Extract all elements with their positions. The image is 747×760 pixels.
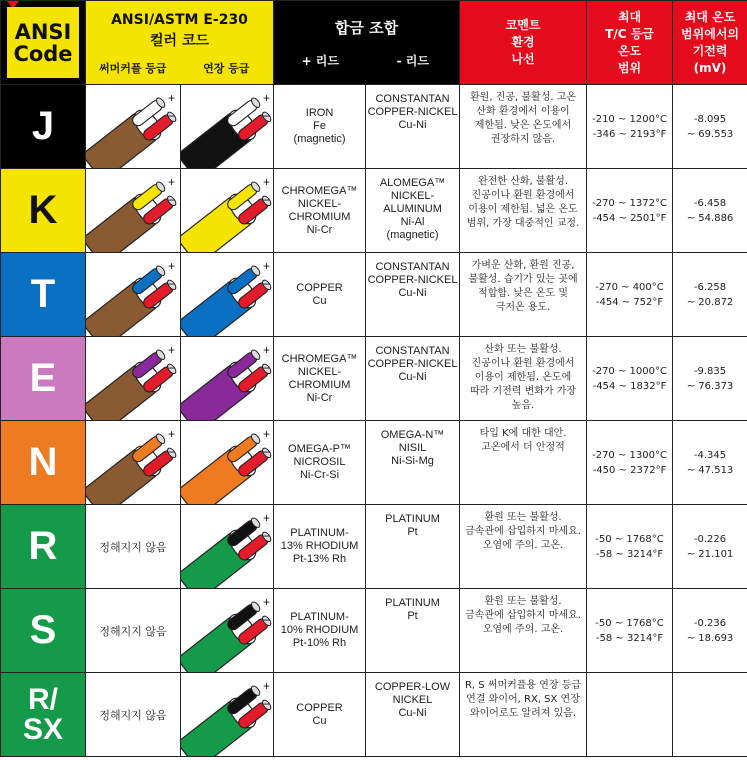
text-line: 환원 또는 불활성.: [484, 596, 562, 607]
ansi-code: T: [30, 272, 56, 316]
text-line: CHROMEGA™: [281, 352, 358, 365]
header-color-code: [86, 1, 274, 85]
comment-cell: [460, 589, 587, 673]
plus-lead-cell: [274, 421, 366, 505]
text-line: Ni-Al: [400, 216, 425, 228]
text-line: NICKEL-ALUMINUM: [383, 190, 442, 215]
minus-mark: −: [263, 696, 271, 711]
header-comment-line: 코멘트: [505, 18, 541, 32]
plus-lead-cell: [274, 673, 366, 757]
text-line: 적합함. 낮은 온도 및: [478, 288, 569, 299]
header-plus-lead: + 리드: [301, 53, 339, 68]
range-cell: [587, 505, 673, 589]
text-line: -6.258: [693, 281, 727, 293]
minus-mark: −: [263, 528, 271, 543]
text-line: 고온에서 더 안정적: [481, 442, 565, 453]
text-line: 높음.: [511, 400, 535, 411]
plus-lead-cell: [274, 589, 366, 673]
range-cell: [587, 421, 673, 505]
text-line: Ni-Cr-Si: [299, 469, 340, 481]
emf-cell: [673, 421, 747, 505]
text-line: 오염에 주의. 고온.: [482, 540, 564, 551]
text-line: 극저온 용도.: [495, 302, 551, 313]
text-line: COPPER-LOW: [374, 681, 451, 693]
minus-mark: −: [168, 108, 176, 123]
plus-lead-cell: [274, 169, 366, 253]
plus-mark: +: [168, 90, 176, 105]
wire-illustration: [181, 506, 274, 588]
text-line: ~ 69.553: [686, 128, 734, 140]
text-line: PLATINUM-: [290, 527, 349, 539]
header-extension-grade: 연장 등급: [203, 61, 250, 75]
header-comment-line: 환경: [511, 35, 535, 49]
minus-mark: −: [263, 612, 271, 627]
text-line: -9.835: [693, 365, 727, 377]
minus-mark: −: [168, 192, 176, 207]
comment-cell: [460, 673, 587, 757]
text-line: Pt-10% Rh: [292, 637, 347, 649]
text-line: -454 ~ 752°F: [595, 296, 664, 308]
text-line: OMEGA-P™: [288, 443, 351, 455]
text-line: 환원, 진공, 불활성. 고온: [470, 92, 577, 103]
minus-mark: −: [263, 360, 271, 375]
wire-illustration: [86, 422, 181, 504]
text-line: 와이어로도 알려져 있음.: [469, 708, 577, 719]
header-emf-line: 범위에서의: [681, 26, 740, 41]
text-line: 산화 또는 불활성.: [484, 344, 562, 355]
header-alloy: [274, 1, 460, 85]
extension-grade-cell: [181, 85, 274, 169]
wire-illustration: [181, 422, 274, 504]
header-code-line1: ANSI: [14, 19, 72, 44]
minus-lead-cell: [366, 253, 460, 337]
text-line: 타입 K에 대한 대안.: [479, 428, 567, 439]
ansi-code: J: [31, 104, 55, 148]
header-range-line: 범위: [617, 60, 642, 75]
comment-cell: [460, 421, 587, 505]
thermocouple-grade-cell: [86, 673, 181, 757]
text-line: R, S 써머커플용 연장 등급: [464, 680, 582, 691]
header-row: [1, 1, 747, 85]
emf-cell: [673, 337, 747, 421]
text-line: Cu-Ni: [398, 707, 427, 719]
text-line: ~ 76.373: [686, 380, 734, 392]
ansi-code-cell: [1, 169, 86, 253]
text-line: (magnetic): [293, 133, 346, 145]
emf-cell: [673, 169, 747, 253]
minus-lead-cell: [366, 85, 460, 169]
thermocouple-grade-cell: [86, 421, 181, 505]
minus-lead-cell: [366, 169, 460, 253]
text-line: -346 ~ 2193°F: [592, 128, 667, 140]
text-line: -50 ~ 1768°C: [595, 617, 664, 629]
minus-lead-cell: [366, 589, 460, 673]
wire-illustration: [181, 674, 274, 756]
emf-cell: [673, 589, 747, 673]
plus-mark: +: [263, 90, 271, 105]
extension-grade-cell: [181, 253, 274, 337]
text-line: NISIL: [398, 442, 427, 454]
extension-grade-cell: [181, 589, 274, 673]
ansi-code: R: [28, 524, 58, 568]
text-line: -454 ~ 2501°F: [592, 212, 667, 224]
text-line: Pt: [407, 610, 418, 622]
thermocouple-grade-cell: [86, 337, 181, 421]
text-line: Cu-Ni: [398, 371, 427, 383]
ansi-code-cell: [1, 337, 86, 421]
text-line: 산화 환경에서 이용이: [476, 106, 570, 117]
text-line: -270 ~ 1372°C: [592, 197, 667, 209]
ansi-code-line: SX: [22, 712, 64, 746]
text-line: 가벼운 산화, 환원 진공,: [471, 260, 575, 271]
text-line: ALOMEGA™: [379, 177, 446, 189]
text-line: CONSTANTAN: [375, 93, 450, 105]
text-line: Ni-Cr: [306, 223, 333, 236]
header-range-line: 최대: [617, 9, 642, 24]
plus-lead-cell: [274, 85, 366, 169]
ansi-code: N: [28, 440, 58, 484]
text-line: 이용이 제한됨. 온도에: [474, 372, 572, 383]
text-line: 진공이나 환원 환경에서: [471, 190, 575, 201]
minus-mark: −: [263, 276, 271, 291]
minus-mark: −: [263, 192, 271, 207]
header-code-line2: Code: [13, 41, 73, 66]
text-line: -58 ~ 3214°F: [595, 548, 664, 560]
text-line: -50 ~ 1768°C: [595, 533, 664, 545]
table-row: [1, 421, 747, 505]
text-line: 따라 기전력 변화가 가장: [469, 386, 577, 397]
comment-cell: [460, 337, 587, 421]
wire-illustration: [181, 170, 274, 252]
text-line: COPPER-NICKEL: [367, 274, 458, 286]
range-cell: [587, 253, 673, 337]
text-line: -454 ~ 1832°F: [592, 380, 667, 392]
text-line: Cu: [312, 714, 327, 727]
plus-mark: +: [263, 174, 271, 189]
emf-cell: [673, 85, 747, 169]
comment-cell: [460, 253, 587, 337]
text-line: 이용이 제한됨. 넓은 온도: [468, 204, 578, 215]
extension-grade-cell: [181, 169, 274, 253]
header-emf: [673, 1, 747, 85]
minus-lead-cell: [366, 505, 460, 589]
text-line: CHROMEGA™: [281, 184, 358, 197]
text-line: COPPER: [296, 701, 343, 714]
text-line: -6.458: [693, 197, 727, 209]
ansi-code: E: [29, 356, 57, 400]
wire-illustration: [181, 86, 274, 168]
text-line: (magnetic): [386, 229, 439, 241]
header-ansi-code: [1, 1, 86, 85]
text-line: PLATINUM: [385, 597, 440, 609]
text-line: PLATINUM: [385, 513, 440, 525]
comment-cell: [460, 169, 587, 253]
text-line: 범위, 가장 대중적인 교정.: [466, 218, 580, 229]
header-alloy-title: 합금 조합: [334, 18, 399, 37]
text-line: NICKEL-: [297, 197, 342, 210]
minus-lead-cell: [366, 673, 460, 757]
not-defined-label: 정해지지 않음: [99, 540, 167, 554]
text-line: -270 ~ 1000°C: [592, 365, 667, 377]
header-emf-line: 기전력: [692, 43, 728, 58]
header-minus-lead: - 리드: [396, 53, 429, 68]
ansi-code-cell: [1, 505, 86, 589]
text-line: 완전한 산화, 불활성.: [478, 176, 569, 187]
plus-mark: +: [263, 426, 271, 441]
header-emf-line: 최대 온도: [684, 9, 736, 24]
text-line: COPPER-NICKEL: [367, 106, 458, 118]
text-line: -210 ~ 1200°C: [592, 113, 667, 125]
text-line: CHROMIUM: [288, 210, 351, 223]
range-cell: [587, 673, 673, 757]
plus-lead-cell: [274, 253, 366, 337]
table-row: [1, 337, 747, 421]
minus-mark: −: [168, 360, 176, 375]
text-line: 권장하지 않음.: [490, 134, 556, 145]
text-line: Ni-Cr: [306, 391, 333, 404]
text-line: 금속관에 삽입하지 마세요.: [465, 526, 581, 537]
range-cell: [587, 169, 673, 253]
wire-illustration: [181, 338, 274, 420]
ansi-code-cell: [1, 85, 86, 169]
ansi-code: K: [28, 188, 58, 232]
plus-mark: +: [263, 678, 271, 693]
header-range-line: 온도: [617, 43, 642, 58]
ansi-code-cell: [1, 589, 86, 673]
range-cell: [587, 85, 673, 169]
text-line: 13% RHODIUM: [280, 540, 359, 552]
header-color-subtitle: 컬러 코드: [150, 32, 209, 49]
ansi-code: S: [29, 608, 57, 652]
wire-illustration: [86, 254, 181, 336]
text-line: Ni-Si-Mg: [391, 455, 434, 467]
text-line: CHROMIUM: [288, 378, 351, 391]
header-comment: [460, 1, 587, 85]
text-line: -0.236: [693, 617, 727, 629]
extension-grade-cell: [181, 337, 274, 421]
ansi-code-cell: [1, 673, 86, 757]
comment-cell: [460, 505, 587, 589]
thermocouple-grade-cell: [86, 505, 181, 589]
minus-mark: −: [168, 276, 176, 291]
header-range-line: T/C 등급: [605, 26, 654, 41]
extension-grade-cell: [181, 505, 274, 589]
emf-cell: [673, 673, 747, 757]
ansi-code-cell: [1, 421, 86, 505]
plus-mark: +: [263, 342, 271, 357]
header-thermocouple-grade: 써머커플 등급: [98, 61, 167, 75]
range-cell: [587, 337, 673, 421]
text-line: Cu-Ni: [398, 119, 427, 131]
header-color-title: ANSI/ASTM E-230: [111, 11, 248, 28]
text-line: ~ 21.101: [686, 548, 734, 560]
extension-grade-cell: [181, 673, 274, 757]
text-line: Pt: [407, 526, 418, 538]
table-row: [1, 505, 747, 589]
text-line: ~ 54.886: [686, 212, 734, 224]
wire-illustration: [86, 338, 181, 420]
not-defined-label: 정해지지 않음: [99, 708, 167, 722]
ansi-code-cell: [1, 253, 86, 337]
text-line: 진공이나 환원 환경에서: [471, 358, 575, 369]
text-line: NICROSIL: [293, 456, 346, 468]
table-row: [1, 673, 747, 757]
text-line: OMEGA-N™: [380, 429, 445, 441]
plus-mark: +: [168, 426, 176, 441]
minus-lead-cell: [366, 337, 460, 421]
text-line: Cu-Ni: [398, 287, 427, 299]
header-emf-line: (mV): [693, 60, 727, 75]
range-cell: [587, 589, 673, 673]
minus-mark: −: [168, 444, 176, 459]
text-line: 불활성. 습기가 있는 곳에: [468, 274, 578, 285]
text-line: Cu: [312, 294, 327, 307]
text-line: -270 ~ 1300°C: [592, 449, 667, 461]
text-line: 금속관에 삽입하지 마세요.: [465, 610, 581, 621]
text-line: ~ 18.693: [686, 632, 734, 644]
table-row: [1, 85, 747, 169]
wire-illustration: [86, 86, 181, 168]
minus-mark: −: [263, 108, 271, 123]
emf-cell: [673, 505, 747, 589]
header-comment-line: 나선: [511, 52, 535, 66]
text-line: COPPER-NICKEL: [367, 358, 458, 370]
minus-mark: −: [263, 444, 271, 459]
minus-lead-cell: [366, 421, 460, 505]
text-line: PLATINUM-: [290, 611, 349, 623]
text-line: Pt-13% Rh: [292, 553, 347, 565]
text-line: NICKEL-: [297, 365, 342, 378]
text-line: COPPER: [296, 281, 343, 294]
text-line: ~ 20.872: [686, 296, 734, 308]
wire-illustration: [86, 170, 181, 252]
table-row: [1, 169, 747, 253]
ansi-code: [1, 682, 85, 746]
plus-mark: +: [168, 174, 176, 189]
text-line: -450 ~ 2372°F: [592, 464, 667, 476]
plus-mark: +: [263, 258, 271, 273]
not-defined-label: 정해지지 않음: [99, 624, 167, 638]
comment-cell: [460, 85, 587, 169]
text-line: -0.226: [693, 533, 727, 545]
text-line: -4.345: [693, 449, 727, 461]
text-line: 오염에 주의. 고온.: [482, 624, 564, 635]
extension-grade-cell: [181, 421, 274, 505]
text-line: 연결 와이어, RX, SX 연장: [466, 694, 580, 705]
text-line: CONSTANTAN: [375, 345, 450, 357]
plus-mark: +: [168, 342, 176, 357]
text-line: 환원 또는 불활성.: [484, 512, 562, 523]
text-line: 제한됨. 낮은 온도에서: [474, 120, 572, 131]
plus-mark: +: [263, 510, 271, 525]
plus-lead-cell: [274, 337, 366, 421]
wire-illustration: [181, 590, 274, 672]
ansi-code-line: R/: [28, 682, 58, 716]
text-line: -8.095: [693, 113, 727, 125]
thermocouple-grade-cell: [86, 85, 181, 169]
text-line: NICKEL: [392, 694, 433, 706]
emf-cell: [673, 253, 747, 337]
table-row: [1, 253, 747, 337]
header-max-range: [587, 1, 673, 85]
text-line: -270 ~ 400°C: [595, 281, 664, 293]
text-line: Fe: [313, 120, 326, 132]
text-line: ~ 47.513: [686, 464, 734, 476]
text-line: -58 ~ 3214°F: [595, 632, 664, 644]
thermocouple-grade-cell: [86, 589, 181, 673]
wire-illustration: [181, 254, 274, 336]
table-row: [1, 589, 747, 673]
plus-mark: +: [263, 594, 271, 609]
thermocouple-grade-cell: [86, 253, 181, 337]
thermocouple-grade-cell: [86, 169, 181, 253]
plus-mark: +: [168, 258, 176, 273]
text-line: 10% RHODIUM: [280, 624, 359, 636]
text-line: CONSTANTAN: [375, 261, 450, 273]
plus-lead-cell: [274, 505, 366, 589]
text-line: IRON: [305, 107, 334, 119]
